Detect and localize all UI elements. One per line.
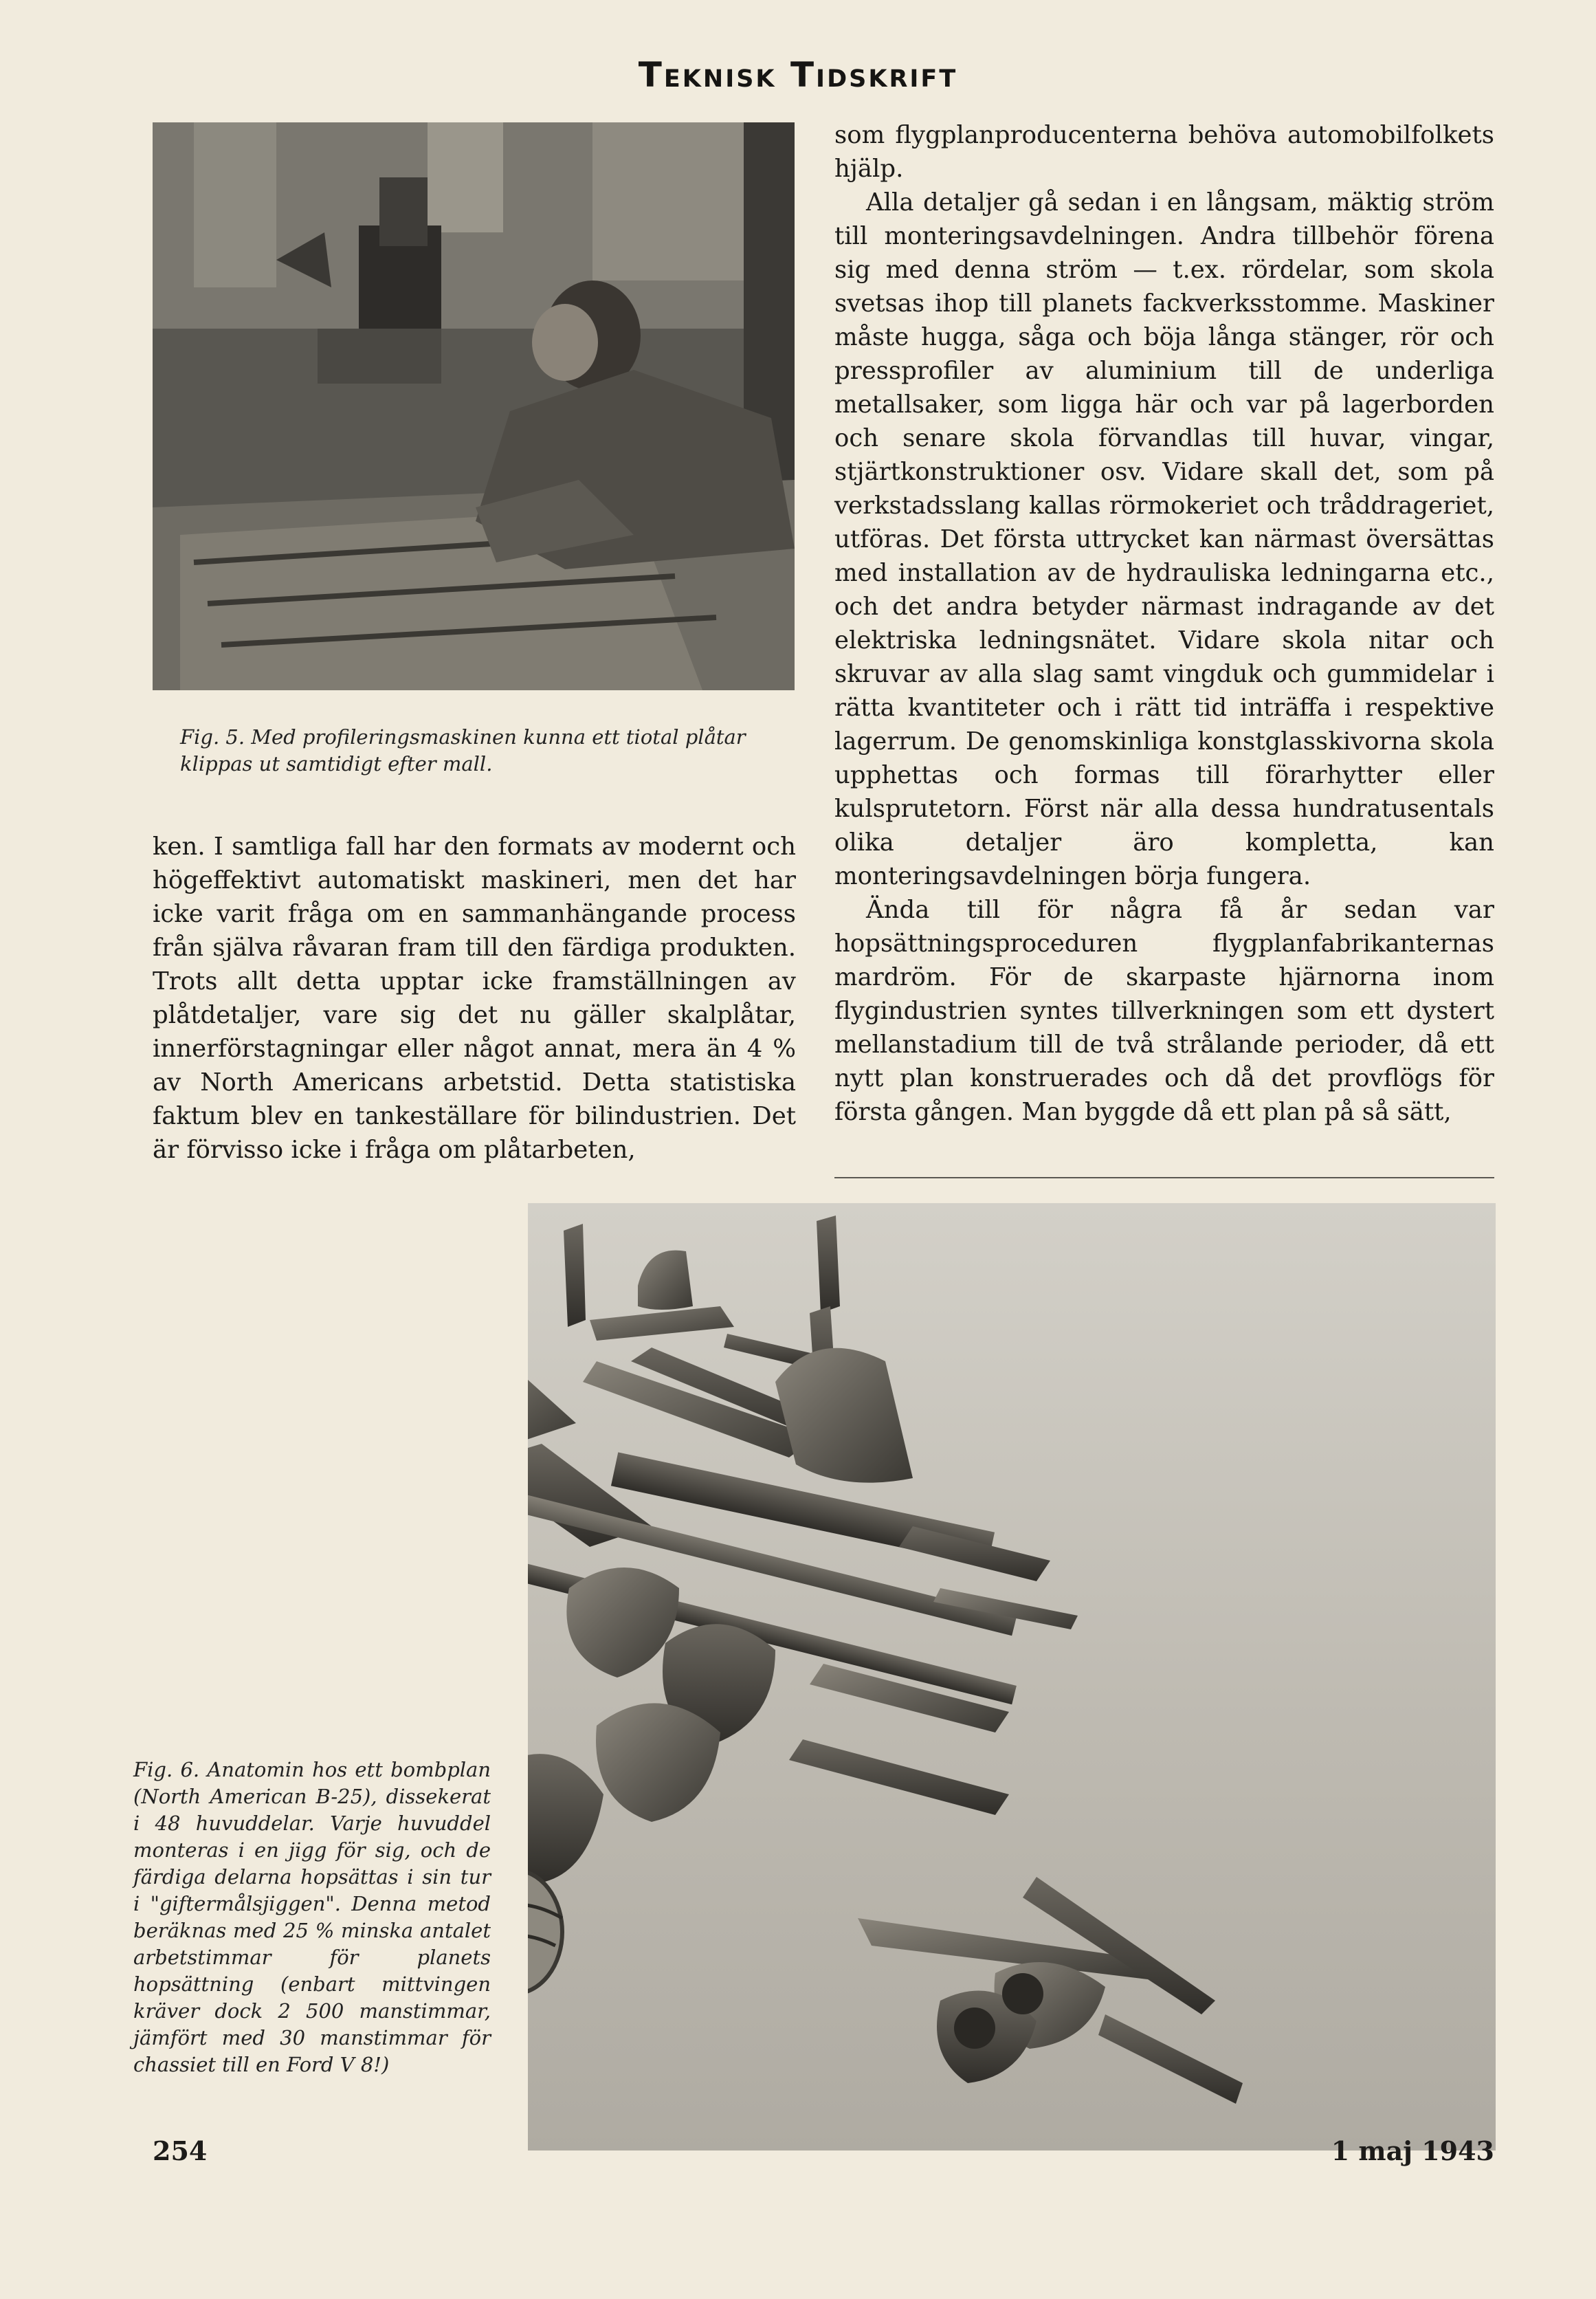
right-paragraph-3: Ända till för några få år sedan var hopsättningsproceduren flygplanfabrikanternas mardröm. För de skarpaste hjärnorna inom flygindustrien syntes tillverkningen som ett dystert mellanstadium till de två strålande perioder, då ett nytt plan konstruerades och då det provflögs för första gången. Man byggde då ett plan på så sätt, <box>834 896 1494 1126</box>
page-number: 254 <box>153 2135 208 2166</box>
left-column-text <box>153 830 796 1167</box>
column-divider <box>834 1177 1494 1178</box>
figure-6-caption: Fig. 6. Anatomin hos ett bombplan (North American B-25), dissekerat i 48 huvuddelar. Varje huvuddel monteras i en jigg för sig, och de färdiga delarna hopsättas i sin tur i "giftermålsjiggen". Denna metod beräknas med 25 % minska antalet arbetstimmar för planets hopsättning (enbart mittvingen kräver dock 2 500 manstimmar, jämfört med 30 manstimmar för chassiet till en Ford V 8!) <box>133 1758 491 2076</box>
right-paragraph-2: Alla detaljer gå sedan i en långsam, mäktig ström till monteringsavdelningen. Andra tillbehör förena sig med denna ström — t.ex. rördelar, som skola svetsas ihop till planets fackverksstomme. Maskiner måste hugga, såga och böja långa stänger, rör och pressprofiler av aluminium till de underliga metallsaker, som ligga här och var på lagerborden och senare skola förvandlas till huvar, vingar, stjärtkonstruktioner osv. Vidare skall det, som på verkstadsslang kallas rörmokeriet och tråddrageriet, utföras. Det första uttrycket kan närmast översättas med installation av de hydrauliska ledningarna etc., och det andra betyder närmast indragande av det elektriska ledningsnätet. Vidare skola nitar och skruvar av alla slag samt vingduk och gummidelar i rätta kvantiteter och i rätt tid inträffa i respektive lagerrum. De genomskinliga konstglasskivorna skola upphettas och formas till förarhytter eller kulsprutetorn. Först när alla dessa hundratusentals olika detaljer äro kompletta, kan monteringsavdelningen börja fungera. <box>834 188 1494 890</box>
figure-5-photo <box>153 122 795 690</box>
figure-6-exploded-bomber <box>528 1203 1496 2150</box>
left-paragraph-1: ken. I samtliga fall har den formats av modernt och högeffektivt automatiskt maskineri, men det har icke varit fråga om en sammanhängande process från själva råvaran fram till den färdiga produkten. Trots allt detta upptar icke framställningen av plåtdetaljer, vare sig det nu gäller skalplåtar, innerförstagningar eller något annat, mera än 4 % av North Americans arbetstid. Detta statistiska faktum blev en tankeställare för bilindustrien. Det är förvisso icke i fråga om plåtarbeten, <box>153 833 796 1164</box>
issue-date: 1 maj 1943 <box>1331 2135 1494 2166</box>
journal-title: Teknisk Tidskrift <box>638 55 958 95</box>
right-paragraph-1: som flygplanproducenterna behöva automobilfolkets hjälp. <box>834 121 1494 183</box>
figure-5-caption: Fig. 5. Med profileringsmaskinen kunna ett tiotal plåtar klippas ut samtidigt efter mall. <box>180 725 746 776</box>
right-column-text <box>834 118 1494 1129</box>
